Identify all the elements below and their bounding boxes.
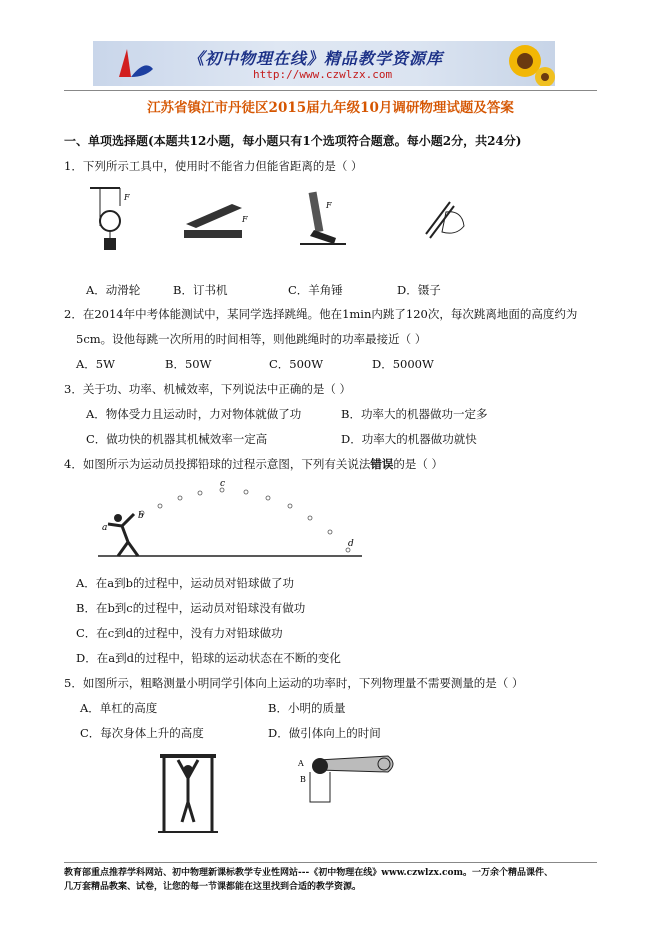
q5-option-b: B．小明的质量 — [268, 701, 346, 715]
movable-pulley-figure — [90, 186, 150, 256]
athlete-figure — [108, 514, 138, 556]
q2-option-d: D．5000W — [372, 357, 434, 371]
q3-option-d: D．功率大的机器做功就快 — [341, 432, 477, 446]
fig-label-f3: F — [326, 201, 332, 210]
question-5-stem: 5．如图所示，粗略测量小明同学引体向上运动的功率时，下列物理量不需要测量的是（ ） — [64, 676, 524, 690]
footer-rule — [64, 862, 597, 863]
question-2-stem-1: 2．在2014年中考体能测试中，某同学选择跳绳。他在1min内跳了120次，每次跳离地面的高度约为 — [64, 307, 578, 321]
q5-option-d: D．做引体向上的时间 — [268, 726, 381, 740]
q4-option-a: A．在a到b的过程中，运动员对铅球做了功 — [76, 576, 295, 590]
fig-label-f1: F — [124, 193, 130, 202]
q3-option-b: B．功率大的机器做功一定多 — [341, 407, 488, 421]
header-rule — [64, 90, 597, 91]
banner-title: 《初中物理在线》精品教学资源库 — [188, 49, 444, 68]
q5-option-a: A．单杠的高度 — [80, 701, 158, 715]
page-footer — [64, 866, 553, 894]
footer-line-1: 教育部重点推荐学科网站、初中物理新课标教学专业性网站---《初中物理在线》www.czwlzx.com。一万余个精品课件、 — [64, 868, 554, 878]
q2-option-c: C．500W — [269, 357, 324, 371]
tweezers-figure — [416, 192, 468, 248]
document-title: 江苏省镇江市丹徒区2015届九年级10月调研物理试题及答案 — [147, 100, 514, 116]
site-logo-icon — [115, 47, 155, 81]
q1-option-b: B．订书机 — [173, 283, 228, 297]
q3-option-a: A．物体受力且运动时，力对物体就做了功 — [86, 407, 302, 421]
fig-label-f2: F — [242, 215, 248, 224]
stapler-figure — [180, 196, 250, 246]
question-4-stem — [64, 456, 443, 472]
q1-option-a: A．动滑轮 — [86, 283, 141, 297]
q4-stem-emphasis: 错误 — [370, 457, 394, 471]
question-2-stem-2: 5cm。设他每跳一次所用的时间相等，则他跳绳时的功率最接近（ ） — [76, 332, 427, 346]
fig-label-c: c — [220, 479, 226, 489]
fig-label-b: b — [138, 511, 144, 521]
banner-url[interactable]: http://www.czwlzx.com — [253, 68, 393, 81]
q4-stem-tail: 的是（ ） — [393, 457, 443, 471]
q4-option-d: D．在a到d的过程中，铅球的运动状态在不断的变化 — [76, 651, 341, 665]
pull-up-bar-figure — [158, 752, 220, 834]
q1-option-d: D．镊子 — [397, 283, 441, 297]
lever-pulley-figure — [298, 752, 406, 806]
q5-option-c: C．每次身体上升的高度 — [80, 726, 204, 740]
q4-option-b: B．在b到c的过程中，运动员对铅球没有做功 — [76, 601, 306, 615]
sunflower-icon — [493, 41, 555, 86]
q1-option-c: C．羊角锤 — [288, 283, 343, 297]
fig-label-B: B — [300, 775, 306, 784]
fig-label-d: d — [348, 539, 354, 549]
section-heading: 一、单项选择题(本题共12小题，每小题只有1个选项符合题意。每小题2分，共24分) — [64, 134, 522, 148]
q2-option-a: A．5W — [76, 357, 115, 371]
claw-hammer-figure — [300, 186, 350, 252]
question-1-stem: 1．下列所示工具中，使用时不能省力但能省距离的是（ ） — [64, 159, 363, 173]
footer-line-2: 几万套精品教案、试卷，让您的每一节课都能在这里找到合适的教学资源。 — [64, 882, 362, 892]
fig-label-A: A — [298, 759, 304, 768]
q3-option-c: C．做功快的机器其机械效率一定高 — [86, 432, 268, 446]
q4-option-c: C．在c到d的过程中，没有力对铅球做功 — [76, 626, 283, 640]
site-banner — [93, 41, 555, 86]
shot-put-figure — [98, 478, 368, 560]
question-3-stem: 3．关于功、功率、机械效率，下列说法中正确的是（ ） — [64, 382, 351, 396]
q4-stem-text: 4．如图所示为运动员投掷铅球的过程示意图，下列有关说法 — [64, 457, 371, 471]
q2-option-b: B．50W — [165, 357, 212, 371]
fig-label-a: a — [102, 523, 108, 533]
